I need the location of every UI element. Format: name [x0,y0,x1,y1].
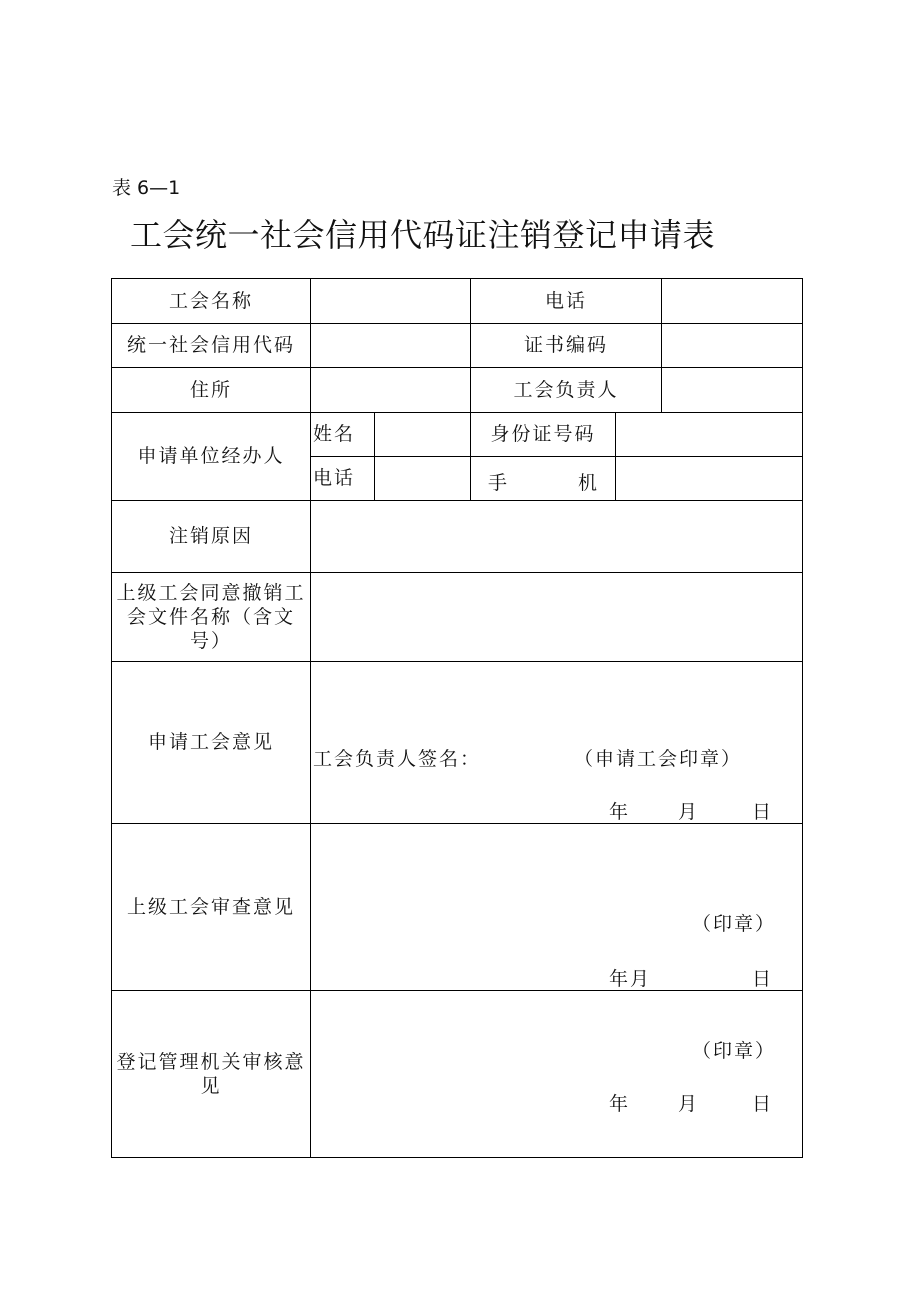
reason-field[interactable] [311,500,802,572]
phone-label: 电话 [544,290,587,312]
credit-code-field[interactable] [311,323,470,367]
superior-year-month: 年月 [609,968,652,990]
superior-doc-label: 上级工会同意撤销工会文件名称（含文号） [116,581,306,652]
mobile-label-part2: 机 [578,472,600,494]
table-number: 表 6—1 [112,177,181,199]
superior-review-label: 上级工会审查意见 [126,895,295,918]
mobile-label-part1: 手 [488,472,510,494]
applicant-day: 日 [752,801,774,823]
cert-no-label: 证书编码 [523,334,608,356]
credit-code-label: 统一社会信用代码 [126,334,295,356]
id-number-label: 身份证号码 [490,423,596,445]
id-number-field[interactable] [616,412,802,456]
agent-phone-label: 电话 [313,467,356,489]
applicant-month: 月 [678,801,700,823]
agent-name-field[interactable] [375,412,470,456]
applicant-opinion-label: 申请工会意见 [147,731,274,753]
mobile-field[interactable] [616,456,802,500]
agent-name-label: 姓名 [313,423,356,445]
reason-label: 注销原因 [168,525,253,547]
union-name-label: 工会名称 [168,290,253,312]
registry-month: 月 [678,1093,700,1115]
registry-year: 年 [609,1093,631,1115]
union-head-field[interactable] [662,367,802,412]
agent-phone-field[interactable] [375,456,470,500]
page-title: 工会统一社会信用代码证注销登记申请表 [130,216,716,254]
application-form [111,278,803,1158]
superior-doc-field[interactable] [311,572,802,661]
phone-field[interactable] [662,279,802,323]
registry-review-label: 登记管理机关审核意见 [116,1050,306,1097]
address-field[interactable] [311,367,470,412]
signature-label: 工会负责人签名： [313,748,482,770]
registry-day: 日 [752,1093,774,1115]
superior-day: 日 [752,968,774,990]
registry-seal-label: （印章） [692,1040,777,1062]
address-label: 住所 [189,378,232,401]
union-name-field[interactable] [311,279,470,323]
superior-seal-label: （印章） [692,913,777,935]
union-head-label: 工会负责人 [513,378,619,401]
applicant-seal-label: （申请工会印章） [574,748,743,770]
applicant-year: 年 [609,801,631,823]
cert-no-field[interactable] [662,323,802,367]
agent-label: 申请单位经办人 [137,445,285,467]
